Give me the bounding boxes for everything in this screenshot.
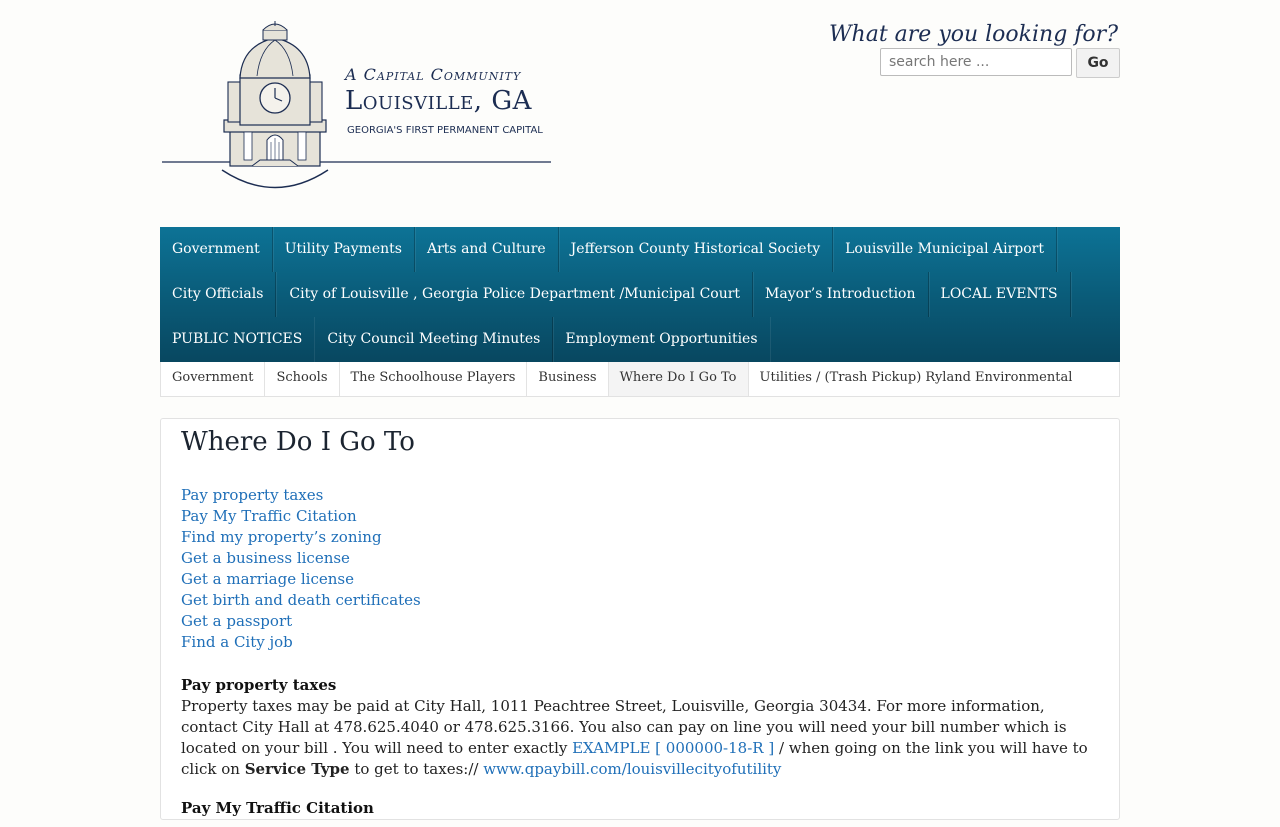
page-title: Where Do I Go To [181, 427, 415, 457]
nav-item-employment[interactable]: Employment Opportunities [553, 317, 769, 362]
section-heading-property-taxes: Pay property taxes [181, 676, 337, 694]
nav-item-local-events[interactable]: LOCAL EVENTS [929, 272, 1071, 317]
list-item [181, 548, 1099, 569]
logo-subtitle: GEORGIA'S FIRST PERMANENT CAPITAL [347, 125, 543, 136]
nav-item-city-officials[interactable]: City Officials [160, 272, 276, 317]
secondary-nav [160, 362, 1120, 397]
subnav-item-business[interactable]: Business [527, 362, 608, 396]
logo-city-name: Louisville, GA [345, 86, 532, 116]
site-logo[interactable] [160, 20, 555, 198]
nav-item-government[interactable]: Government [160, 227, 273, 272]
link-business-license[interactable]: Get a business license [181, 549, 350, 567]
subnav-item-schoolhouse-players[interactable]: The Schoolhouse Players [340, 362, 528, 396]
list-item [181, 527, 1099, 548]
nav-item-mayors-introduction[interactable]: Mayor’s Introduction [753, 272, 928, 317]
primary-nav [160, 227, 1120, 362]
property-taxes-paragraph [181, 696, 1091, 780]
link-find-property-zoning[interactable]: Find my property’s zoning [181, 528, 382, 546]
bill-number-example: EXAMPLE [ 000000-18-R ] [572, 739, 775, 757]
paragraph-text: / when going on the link you will have to click on [181, 739, 1088, 778]
quick-links-list [181, 485, 1099, 653]
nav-item-public-notices[interactable]: PUBLIC NOTICES [160, 317, 314, 362]
search-row [829, 48, 1120, 78]
list-item [181, 506, 1099, 527]
link-birth-death-certificates[interactable]: Get birth and death certificates [181, 591, 421, 609]
list-item [181, 569, 1099, 590]
nav-item-municipal-airport[interactable]: Louisville Municipal Airport [833, 227, 1057, 272]
qpaybill-link[interactable]: www.qpaybill.com/louisvillecityofutility [483, 760, 782, 778]
logo-tagline: A Capital Community [345, 65, 522, 84]
list-item [181, 611, 1099, 632]
service-type-label: Service Type [244, 760, 350, 778]
link-pay-property-taxes[interactable]: Pay property taxes [181, 486, 324, 504]
list-item [181, 485, 1099, 506]
paragraph-text: Property taxes may be paid at City Hall, 1011 Peachtree Street, Louisville, Georgia 30434. For more information, contact City Hall at 478.625.4040 or 478.625.3166. You also can pay on line you will need your bill number which is located on your bill . You will need to enter exactly [181, 697, 1067, 757]
subnav-item-where-do-i-go-to[interactable]: Where Do I Go To [609, 362, 749, 396]
link-marriage-license[interactable]: Get a marriage license [181, 570, 354, 588]
search-go-button[interactable]: Go [1076, 48, 1120, 78]
section-heading-traffic-citation: Pay My Traffic Citation [181, 799, 374, 817]
main-content [160, 418, 1120, 820]
search-title: What are you looking for? [828, 22, 1118, 47]
link-city-job[interactable]: Find a City job [181, 633, 293, 651]
subnav-item-schools[interactable]: Schools [265, 362, 339, 396]
nav-item-police-department[interactable]: City of Louisville , Georgia Police Department /Municipal Court [276, 272, 753, 317]
nav-item-arts-and-culture[interactable]: Arts and Culture [415, 227, 559, 272]
subnav-item-government[interactable]: Government [161, 362, 265, 396]
link-pay-traffic-citation[interactable]: Pay My Traffic Citation [181, 507, 357, 525]
subnav-item-utilities[interactable]: Utilities / (Trash Pickup) Ryland Environmental [759, 370, 1073, 385]
nav-item-council-minutes[interactable]: City Council Meeting Minutes [314, 317, 553, 362]
link-passport[interactable]: Get a passport [181, 612, 293, 630]
nav-item-historical-society[interactable]: Jefferson County Historical Society [559, 227, 833, 272]
list-item [181, 632, 1099, 653]
search-area [829, 22, 1120, 78]
list-item [181, 590, 1099, 611]
paragraph-text: to get to taxes:// [349, 760, 484, 778]
nav-item-utility-payments[interactable]: Utility Payments [273, 227, 415, 272]
search-input[interactable] [880, 48, 1072, 76]
